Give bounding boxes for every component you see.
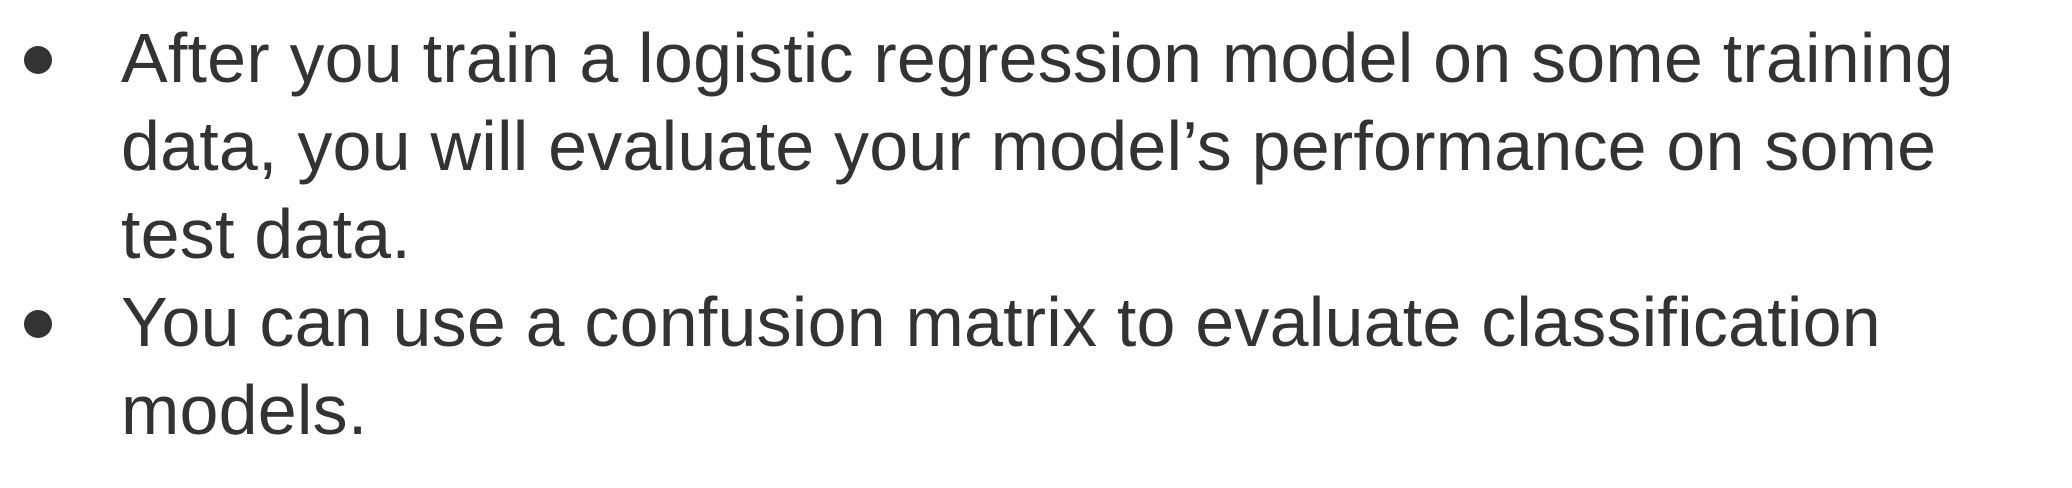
bullet-text-line: data, you will evaluate your model’s performance on some xyxy=(121,107,1937,185)
bullet-item-evaluation xyxy=(0,14,2072,278)
bullet-item-confusion-matrix xyxy=(0,278,2072,454)
bullet-dot-icon xyxy=(24,310,52,338)
bullet-text-line: After you train a logistic regression model on some training xyxy=(121,19,1954,97)
bullet-text-line: You can use a confusion matrix to evaluate classification xyxy=(121,283,1881,361)
bullet-dot-icon xyxy=(24,46,52,74)
bullet-text-line: test data. xyxy=(121,195,411,273)
bullet-list xyxy=(0,14,2072,454)
bullet-text-line: models. xyxy=(121,371,368,449)
